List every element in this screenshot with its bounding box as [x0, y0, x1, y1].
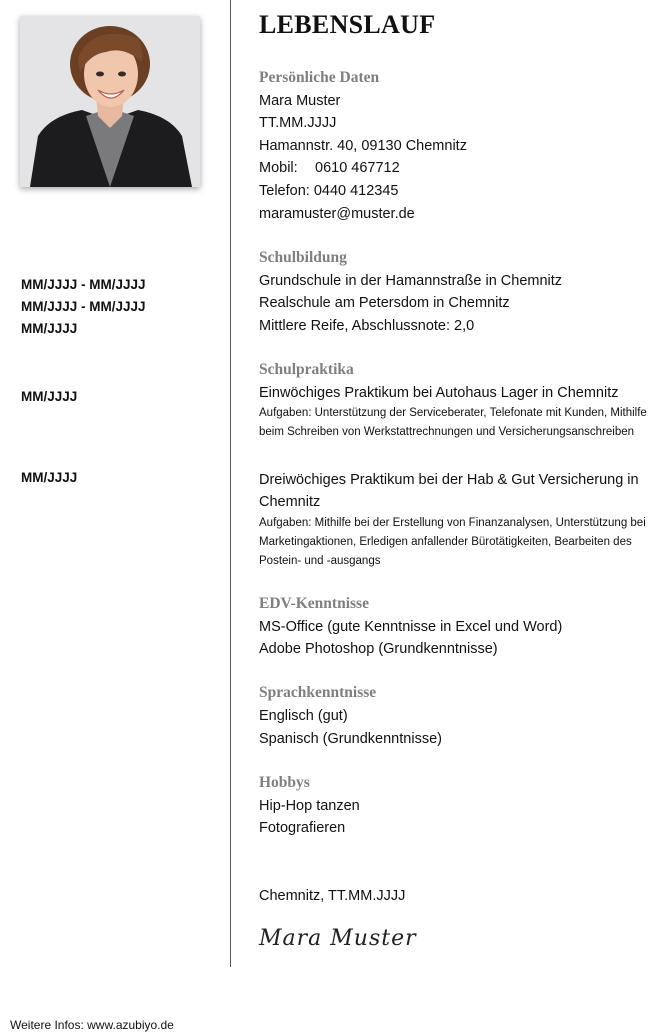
- hobby-item-1: Hip-Hop tanzen: [259, 798, 360, 814]
- internship-date-1: MM/JJJJ: [21, 389, 78, 404]
- internship-date-2: MM/JJJJ: [21, 470, 78, 485]
- personal-phone: Telefon: 0440 412345: [259, 183, 399, 199]
- personal-name: Mara Muster: [259, 93, 341, 109]
- internship-title-2: Dreiwöchiges Praktikum bei der Hab & Gut Versicherung in Chemnitz: [259, 472, 639, 510]
- school-entry-3: Mittlere Reife, Abschlussnote: 2,0: [259, 318, 475, 334]
- personal-address: Hamannstr. 40, 09130 Chemnitz: [259, 138, 467, 154]
- internship-details-1: Aufgaben: Unterstützung der Serviceberater, Telefonate mit Kunden, Mithilfe beim Schreiben von Werkstattrechnungen und Versicherungsanschreiben: [259, 407, 647, 438]
- school-date-2: MM/JJJJ - MM/JJJJ: [21, 299, 146, 314]
- personal-email: maramuster@muster.de: [259, 206, 415, 222]
- internship-details-2: Aufgaben: Mithilfe bei der Erstellung von Finanzanalysen, Unterstützung bei Marketingaktionen, Erledigen anfallender Bürotätigkeiten, Bearbeiten des Postein- und -ausgangs: [259, 517, 646, 567]
- school-date-3: MM/JJJJ: [21, 321, 78, 336]
- internship-title-1: Einwöchiges Praktikum bei Autohaus Lager in Chemnitz: [259, 385, 619, 401]
- section-heading-internships: Schulpraktika: [259, 361, 354, 378]
- section-heading-personal: Persönliche Daten: [259, 69, 380, 86]
- footer-info: Weitere Infos: www.azubiyo.de: [10, 1018, 174, 1032]
- mobile-value: 0610 467712: [315, 160, 400, 176]
- personal-mobile: [259, 157, 400, 179]
- mobile-label: Mobil:: [259, 160, 298, 176]
- school-entry-2: Realschule am Petersdom in Chemnitz: [259, 295, 510, 311]
- school-date-1: MM/JJJJ - MM/JJJJ: [21, 277, 146, 292]
- profile-photo: [20, 16, 200, 187]
- section-heading-hobbies: Hobbys: [259, 774, 310, 791]
- language-item-2: Spanisch (Grundkenntnisse): [259, 731, 442, 747]
- language-item-1: Englisch (gut): [259, 708, 348, 724]
- hobby-item-2: Fotografieren: [259, 820, 346, 836]
- it-item-1: MS-Office (gute Kenntnisse in Excel und Word): [259, 619, 563, 635]
- signature: Mara Muster: [259, 926, 417, 951]
- school-entry-1: Grundschule in der Hamannstraße in Chemnitz: [259, 273, 563, 289]
- column-divider: [230, 0, 231, 967]
- it-item-2: Adobe Photoshop (Grundkenntnisse): [259, 641, 498, 657]
- page-title: LEBENSLAUF: [259, 10, 436, 39]
- section-heading-languages: Sprachkenntnisse: [259, 684, 377, 701]
- place-date: Chemnitz, TT.MM.JJJJ: [259, 888, 406, 904]
- section-heading-it: EDV-Kenntnisse: [259, 595, 369, 612]
- portrait-illustration: [20, 16, 200, 187]
- section-heading-school: Schulbildung: [259, 249, 347, 266]
- personal-birthdate: TT.MM.JJJJ: [259, 115, 337, 131]
